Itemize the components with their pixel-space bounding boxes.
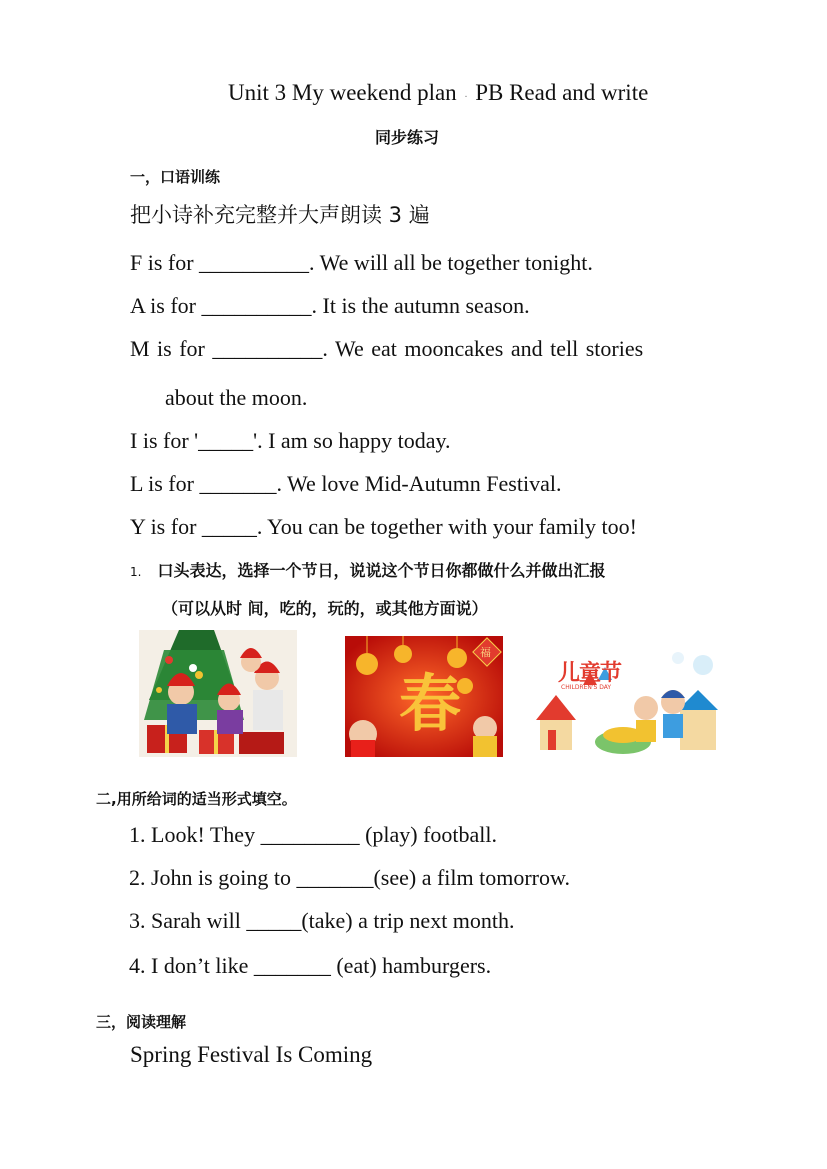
poem-line-m-cont: about the moon. — [165, 385, 308, 410]
task-number: 1. — [130, 565, 142, 579]
poem-line-l: L is for _______. We love Mid-Autumn Festival. — [130, 471, 562, 496]
question-3: 3. Sarah will _____(take) a trip next month. — [129, 908, 515, 933]
childrens-day-subtitle: CHILDREN'S DAY — [561, 684, 612, 691]
fu-character: 福 — [480, 646, 491, 659]
task-text: 口头表达，选择一个节日，说说这个节日你都做什么并做出汇报 — [157, 561, 606, 580]
worksheet-title — [228, 80, 648, 106]
title-separator: . — [464, 89, 468, 101]
task-line-1 — [130, 558, 605, 581]
childrens-day-title: 儿童节 — [558, 661, 622, 686]
spring-character: 春 — [399, 667, 462, 740]
passage-title: Spring Festival Is Coming — [130, 1042, 373, 1067]
childrens-day-image — [528, 650, 731, 757]
task-line-2: （可以从时 间，吃的，玩的，或其他方面说） — [162, 599, 488, 618]
section1-instruction: 把小诗补充完整并大声朗读 3 遍 — [130, 203, 430, 227]
question-4: 4. I don’t like _______ (eat) hamburgers. — [129, 953, 492, 978]
section1-heading: 一，口语训练 — [130, 168, 221, 186]
poem-line-a: A is for __________. It is the autumn season. — [130, 293, 530, 318]
section3-heading: 三，阅读理解 — [96, 1013, 187, 1031]
lesson-part: PB Read and write — [475, 80, 649, 105]
unit-title: Unit 3 My weekend plan — [228, 80, 457, 105]
poem-line-m: M is for __________. We eat mooncakes and tell stories — [130, 336, 644, 361]
question-2: 2. John is going to _______(see) a film tomorrow. — [129, 865, 570, 890]
poem-line-y: Y is for _____. You can be together with your family too! — [130, 514, 637, 539]
worksheet-subtitle: 同步练习 — [375, 128, 440, 147]
christmas-family-image — [139, 630, 297, 757]
poem-line-i: I is for '_____'. I am so happy today. — [130, 428, 451, 453]
section2-heading: 二,用所给词的适当形式填空。 — [96, 790, 297, 808]
question-1: 1. Look! They _________ (play) football. — [129, 822, 498, 847]
poem-line-f: F is for __________. We will all be together tonight. — [130, 250, 593, 275]
spring-festival-image — [345, 636, 503, 757]
